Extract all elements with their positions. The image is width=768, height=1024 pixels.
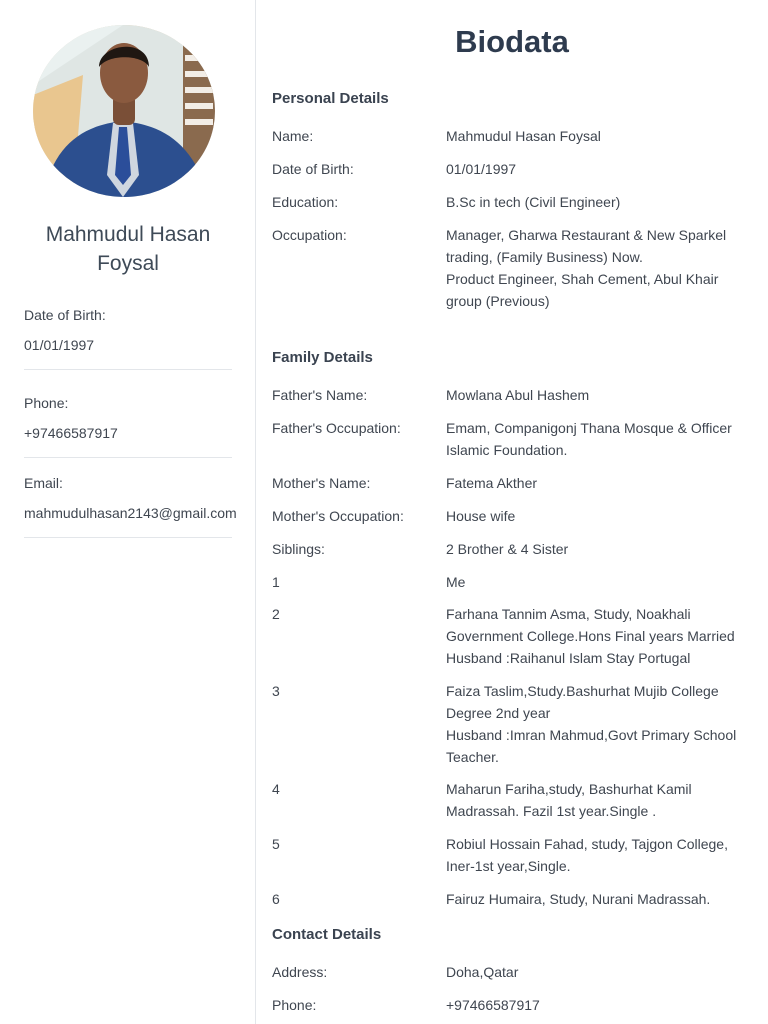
sidebar-phone-value[interactable]: +97466587917	[24, 425, 118, 441]
family-row-value-line: Farhana Tannim Asma, Study, Noakhali	[446, 606, 691, 622]
personal-row-value-line: B.Sc in tech (Civil Engineer)	[446, 194, 621, 210]
personal-row-label: Occupation:	[272, 227, 347, 243]
profile-sidebar	[0, 0, 256, 1024]
family-row-label: Mother's Name:	[272, 475, 371, 491]
sidebar-email	[24, 474, 237, 522]
sidebar-phone	[24, 394, 232, 442]
sidebar-divider	[24, 537, 232, 538]
personal-row-value-line: Product Engineer, Shah Cement, Abul Khair	[446, 271, 719, 287]
contact-row-value-line: Doha,Qatar	[446, 964, 519, 980]
profile-name	[0, 220, 256, 278]
family-row-value-line: Fairuz Humaira, Study, Nurani Madrassah.	[446, 891, 711, 907]
family-row-label: 3	[272, 683, 280, 699]
family-row-label: Father's Occupation:	[272, 420, 401, 436]
family-row-label: 4	[272, 781, 280, 797]
family-row-label: 6	[272, 891, 280, 907]
family-row-value-line: Emam, Companigonj Thana Mosque & Officer	[446, 420, 732, 436]
family-row-value-line: Degree 2nd year	[446, 705, 551, 721]
family-row-value-line: Madrassah. Fazil 1st year.Single .	[446, 803, 657, 819]
personal-row-label: Education:	[272, 194, 339, 210]
personal-row-value-line: 01/01/1997	[446, 161, 517, 177]
sidebar-divider	[24, 457, 232, 458]
family-row-value	[446, 603, 756, 669]
section-title-contact: Contact Details	[272, 926, 382, 943]
profile-name-line1: Mahmudul Hasan	[45, 223, 211, 246]
personal-row-label: Date of Birth:	[272, 161, 354, 177]
sidebar-dob-value: 01/01/1997	[24, 337, 95, 353]
personal-row-value-line: group (Previous)	[446, 293, 550, 309]
profile-name-line2: Foysal	[97, 252, 159, 275]
family-row-value	[446, 384, 756, 406]
personal-row-value	[446, 191, 756, 213]
section-title-personal: Personal Details	[272, 90, 389, 107]
family-row-label: Father's Name:	[272, 387, 368, 403]
contact-row-value	[446, 994, 756, 1016]
person-photo-icon	[33, 25, 215, 197]
personal-row-value-line: Manager, Gharwa Restaurant & New Sparkel	[446, 227, 727, 243]
family-row-label: 1	[272, 574, 280, 590]
family-row-value-line: Faiza Taslim,Study.Bashurhat Mujib College	[446, 683, 719, 699]
family-row-value	[446, 472, 756, 494]
profile-photo	[33, 25, 215, 197]
family-row-value	[446, 538, 756, 560]
contact-row-value	[446, 961, 756, 983]
sidebar-dob	[24, 306, 232, 354]
personal-row-value	[446, 125, 756, 147]
contact-row-value-line: +97466587917	[446, 997, 540, 1013]
personal-row-value	[446, 158, 756, 180]
family-row-label: 2	[272, 606, 280, 622]
family-row-value	[446, 680, 756, 768]
personal-row-value-line: Mahmudul Hasan Foysal	[446, 128, 601, 144]
family-row-value-line: Government College.Hons Final years Married	[446, 628, 735, 644]
sidebar-email-label: Email:	[24, 475, 63, 491]
sidebar-divider	[24, 369, 232, 370]
family-row-value-line: House wife	[446, 508, 516, 524]
family-row-value	[446, 417, 756, 461]
family-row-value	[446, 571, 756, 593]
personal-row-label: Name:	[272, 128, 314, 144]
section-title-family: Family Details	[272, 349, 373, 366]
sidebar-phone-label: Phone:	[24, 395, 69, 411]
family-row-value	[446, 778, 756, 822]
family-row-label: 5	[272, 836, 280, 852]
family-row-label: Mother's Occupation:	[272, 508, 404, 524]
family-row-value-line: 2 Brother & 4 Sister	[446, 541, 569, 557]
family-row-value-line: Maharun Fariha,study, Bashurhat Kamil	[446, 781, 692, 797]
sidebar-dob-label: Date of Birth:	[24, 307, 106, 323]
family-row-value-line: Husband :Imran Mahmud,Govt Primary School	[446, 727, 737, 743]
personal-row-value-line: trading, (Family Business) Now.	[446, 249, 643, 265]
family-row-value	[446, 888, 756, 910]
family-row-value	[446, 505, 756, 527]
page-title: Biodata	[455, 24, 569, 59]
family-row-value-line: Islamic Foundation.	[446, 442, 568, 458]
family-row-value-line: Fatema Akther	[446, 475, 538, 491]
family-row-value-line: Robiul Hossain Fahad, study, Tajgon College,	[446, 836, 728, 852]
family-row-value-line: Teacher.	[446, 749, 499, 765]
family-row-label: Siblings:	[272, 541, 325, 557]
family-row-value-line: Me	[446, 574, 466, 590]
family-row-value-line: Mowlana Abul Hashem	[446, 387, 590, 403]
contact-row-label: Address:	[272, 964, 328, 980]
sidebar-email-value[interactable]: mahmudulhasan2143@gmail.com	[24, 505, 237, 521]
personal-row-value	[446, 224, 756, 312]
family-row-value-line: Husband :Raihanul Islam Stay Portugal	[446, 650, 691, 666]
family-row-value	[446, 833, 756, 877]
family-row-value-line: Iner-1st year,Single.	[446, 858, 571, 874]
contact-row-label: Phone:	[272, 997, 317, 1013]
